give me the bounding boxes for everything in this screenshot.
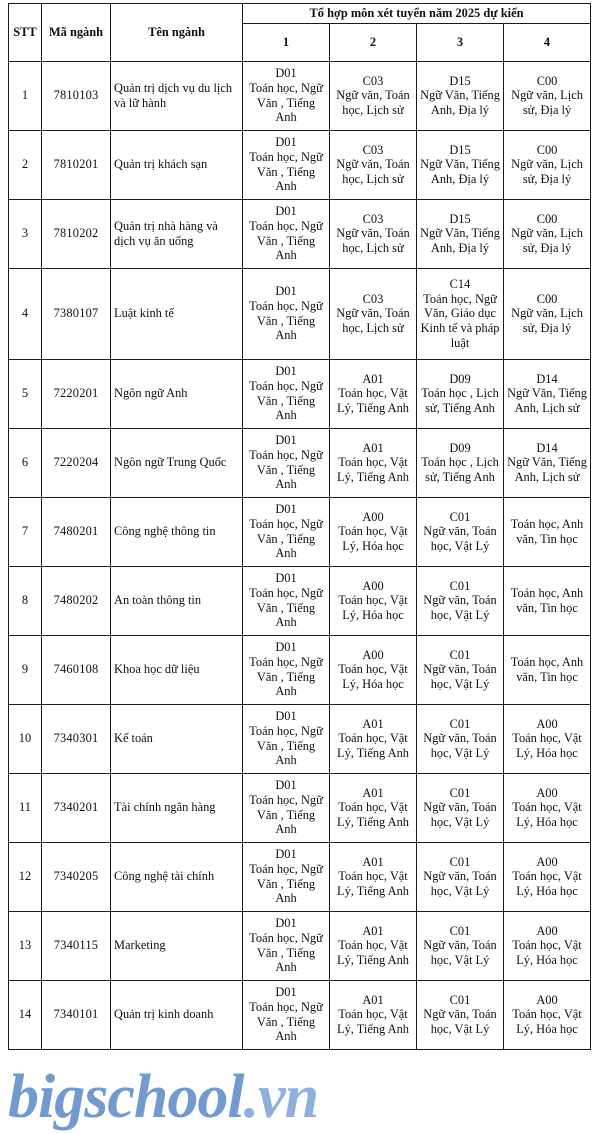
- combination-subjects: Ngữ văn, Toán học, Vật Lý: [423, 938, 497, 967]
- combination-subjects: Toán học, Ngữ Văn , Tiếng Anh: [249, 219, 323, 263]
- cell-combination-3: [417, 773, 504, 842]
- cell-major-code: 7340101: [42, 980, 111, 1049]
- combination-subjects: Ngữ văn, Lịch sử, Địa lý: [511, 306, 583, 335]
- combination-subjects: Toán học, Ngữ Văn , Tiếng Anh: [249, 655, 323, 699]
- cell-major-name: Khoa học dữ liệu: [111, 635, 243, 704]
- header-row-primary: [9, 4, 591, 24]
- combination-subjects: Ngữ Văn, Tiếng Anh, Lịch sử: [507, 455, 587, 484]
- combination-code: D01: [275, 847, 297, 862]
- cell-combination-3: [417, 428, 504, 497]
- cell-combination-3: [417, 359, 504, 428]
- column-header-combo-3: 3: [417, 23, 504, 61]
- cell-combination-3: [417, 842, 504, 911]
- combination-code: D01: [275, 778, 297, 793]
- cell-combination-4: [504, 199, 591, 268]
- admissions-table: [8, 3, 591, 1050]
- combination-subjects: Toán học, Ngữ Văn , Tiếng Anh: [249, 150, 323, 194]
- cell-combination-1: [243, 199, 330, 268]
- cell-combination-3: [417, 130, 504, 199]
- combination-code: C01: [449, 647, 471, 662]
- combination-code: D01: [275, 66, 297, 81]
- combination-code: C01: [449, 854, 471, 869]
- cell-stt: 1: [9, 61, 42, 130]
- column-header-stt: STT: [9, 4, 42, 62]
- combination-subjects: Toán học, Vật Lý, Hóa học: [512, 1007, 582, 1036]
- table-row: [9, 566, 591, 635]
- combination-subjects: Toán học, Vật Lý, Hóa học: [512, 938, 582, 967]
- combination-code: D09: [449, 371, 471, 386]
- combination-subjects: Toán học, Ngữ Văn , Tiếng Anh: [249, 299, 323, 343]
- combination-code: D01: [275, 204, 297, 219]
- combination-code: A01: [362, 992, 384, 1007]
- combination-code: D01: [275, 433, 297, 448]
- cell-combination-1: [243, 268, 330, 359]
- combination-subjects: Toán học, Vật Lý, Hóa học: [512, 731, 582, 760]
- combination-subjects: Toán học, Vật Lý, Hóa học: [338, 662, 408, 691]
- combination-code: D01: [275, 985, 297, 1000]
- combination-code: D01: [275, 135, 297, 150]
- cell-stt: 5: [9, 359, 42, 428]
- table-row: [9, 130, 591, 199]
- cell-stt: 6: [9, 428, 42, 497]
- cell-combination-3: [417, 61, 504, 130]
- combination-subjects: Toán học, Vật Lý, Tiếng Anh: [337, 800, 409, 829]
- combination-code: C01: [449, 509, 471, 524]
- cell-combination-1: [243, 428, 330, 497]
- cell-combination-4: [504, 130, 591, 199]
- column-header-subject-combinations: Tổ hợp môn xét tuyển năm 2025 dự kiến: [243, 4, 591, 24]
- cell-combination-1: [243, 911, 330, 980]
- cell-combination-2: [330, 497, 417, 566]
- combination-subjects: Ngữ Văn, Tiếng Anh, Địa lý: [420, 88, 500, 117]
- cell-combination-4: [504, 842, 591, 911]
- combination-code: C03: [362, 291, 384, 306]
- combination-code: C01: [449, 578, 471, 593]
- combination-code: A00: [536, 716, 558, 731]
- cell-stt: 7: [9, 497, 42, 566]
- combination-subjects: Toán học, Anh văn, Tin học: [510, 655, 584, 684]
- combination-code: A00: [536, 854, 558, 869]
- cell-stt: 12: [9, 842, 42, 911]
- cell-major-name: Quản trị kinh doanh: [111, 980, 243, 1049]
- combination-code: D14: [536, 440, 558, 455]
- cell-major-code: 7220201: [42, 359, 111, 428]
- table-row: [9, 773, 591, 842]
- cell-stt: 3: [9, 199, 42, 268]
- cell-stt: 10: [9, 704, 42, 773]
- cell-major-code: 7340201: [42, 773, 111, 842]
- cell-major-code: 7340301: [42, 704, 111, 773]
- combination-code: C01: [449, 785, 471, 800]
- cell-combination-2: [330, 704, 417, 773]
- combination-code: D15: [449, 73, 471, 88]
- cell-combination-2: [330, 268, 417, 359]
- combination-code: C00: [536, 211, 558, 226]
- combination-code: D01: [275, 364, 297, 379]
- combination-subjects: Toán học, Ngữ Văn , Tiếng Anh: [249, 586, 323, 630]
- combination-code: C01: [449, 923, 471, 938]
- cell-major-code: 7810103: [42, 61, 111, 130]
- cell-major-code: 7380107: [42, 268, 111, 359]
- combination-subjects: Toán học, Vật Lý, Hóa học: [338, 593, 408, 622]
- cell-major-code: 7810202: [42, 199, 111, 268]
- cell-combination-2: [330, 199, 417, 268]
- cell-combination-2: [330, 359, 417, 428]
- combination-subjects: Ngữ văn, Toán học, Vật Lý: [423, 800, 497, 829]
- cell-major-name: Công nghệ thông tin: [111, 497, 243, 566]
- table-row: [9, 497, 591, 566]
- cell-major-code: 7480202: [42, 566, 111, 635]
- column-header-combo-2: 2: [330, 23, 417, 61]
- combination-subjects: Toán học, Ngữ Văn , Tiếng Anh: [249, 448, 323, 492]
- cell-combination-4: [504, 566, 591, 635]
- combination-code: A00: [362, 578, 384, 593]
- combination-code: A00: [362, 509, 384, 524]
- table-row: [9, 635, 591, 704]
- combination-code: A01: [362, 785, 384, 800]
- cell-major-code: 7220204: [42, 428, 111, 497]
- table-row: [9, 911, 591, 980]
- watermark-tld-text: .vn: [243, 1063, 319, 1131]
- column-header-combo-1: 1: [243, 23, 330, 61]
- cell-major-name: Marketing: [111, 911, 243, 980]
- combination-code: C03: [362, 73, 384, 88]
- table-row: [9, 268, 591, 359]
- cell-major-name: An toàn thông tin: [111, 566, 243, 635]
- combination-code: A00: [536, 923, 558, 938]
- combination-subjects: Toán học, Vật Lý, Hóa học: [338, 524, 408, 553]
- combination-code: D01: [275, 284, 297, 299]
- cell-combination-2: [330, 566, 417, 635]
- column-header-combo-4: 4: [504, 23, 591, 61]
- cell-stt: 11: [9, 773, 42, 842]
- combination-subjects: Toán học, Ngữ Văn , Tiếng Anh: [249, 379, 323, 423]
- cell-major-name: Quản trị nhà hàng và dịch vụ ăn uống: [111, 199, 243, 268]
- cell-combination-4: [504, 704, 591, 773]
- combination-subjects: Toán học, Vật Lý, Hóa học: [512, 869, 582, 898]
- cell-combination-1: [243, 497, 330, 566]
- cell-combination-3: [417, 704, 504, 773]
- cell-major-name: Luật kinh tế: [111, 268, 243, 359]
- cell-combination-4: [504, 911, 591, 980]
- cell-combination-2: [330, 842, 417, 911]
- combination-code: A00: [536, 992, 558, 1007]
- cell-combination-4: [504, 268, 591, 359]
- combination-code: C01: [449, 716, 471, 731]
- combination-subjects: Ngữ Văn, Tiếng Anh, Địa lý: [420, 226, 500, 255]
- table-row: [9, 428, 591, 497]
- cell-major-code: 7460108: [42, 635, 111, 704]
- combination-subjects: Ngữ văn, Lịch sử, Địa lý: [511, 226, 583, 255]
- combination-code: C00: [536, 142, 558, 157]
- cell-combination-1: [243, 842, 330, 911]
- combination-subjects: Toán học, Ngữ Văn , Tiếng Anh: [249, 724, 323, 768]
- combination-subjects: Toán học, Vật Lý, Hóa học: [512, 800, 582, 829]
- cell-major-name: Quản trị dịch vụ du lịch và lữ hành: [111, 61, 243, 130]
- table-row: [9, 980, 591, 1049]
- combination-code: A00: [536, 785, 558, 800]
- cell-combination-4: [504, 497, 591, 566]
- combination-subjects: Toán học, Ngữ Văn , Tiếng Anh: [249, 81, 323, 125]
- table-row: [9, 61, 591, 130]
- watermark-main-text: bigschool: [8, 1063, 244, 1131]
- cell-major-code: 7810201: [42, 130, 111, 199]
- cell-combination-3: [417, 268, 504, 359]
- table-body: [9, 61, 591, 1049]
- combination-code: C00: [536, 291, 558, 306]
- cell-combination-1: [243, 704, 330, 773]
- combination-subjects: Ngữ văn, Lịch sử, Địa lý: [511, 88, 583, 117]
- cell-combination-3: [417, 199, 504, 268]
- column-header-major-code: Mã ngành: [42, 4, 111, 62]
- combination-subjects: Toán học, Vật Lý, Tiếng Anh: [337, 869, 409, 898]
- cell-combination-2: [330, 635, 417, 704]
- combination-subjects: Toán học, Ngữ Văn , Tiếng Anh: [249, 1000, 323, 1044]
- combination-subjects: Toán học, Ngữ Văn , Tiếng Anh: [249, 793, 323, 837]
- combination-subjects: Ngữ Văn, Tiếng Anh, Lịch sử: [507, 386, 587, 415]
- combination-code: A00: [362, 647, 384, 662]
- cell-combination-1: [243, 635, 330, 704]
- combination-subjects: Toán học, Vật Lý, Tiếng Anh: [337, 938, 409, 967]
- combination-subjects: Ngữ văn, Toán học, Lịch sử: [336, 306, 410, 335]
- cell-major-code: 7480201: [42, 497, 111, 566]
- cell-stt: 13: [9, 911, 42, 980]
- combination-code: C00: [536, 73, 558, 88]
- column-header-major-name: Tên ngành: [111, 4, 243, 62]
- combination-code: C14: [449, 277, 471, 292]
- combination-code: D15: [449, 211, 471, 226]
- combination-code: D01: [275, 640, 297, 655]
- cell-major-name: Tài chính ngân hàng: [111, 773, 243, 842]
- cell-combination-1: [243, 359, 330, 428]
- cell-combination-1: [243, 773, 330, 842]
- combination-subjects: Toán học, Vật Lý, Tiếng Anh: [337, 1007, 409, 1036]
- combination-code: A01: [362, 371, 384, 386]
- cell-combination-1: [243, 130, 330, 199]
- combination-code: C01: [449, 992, 471, 1007]
- combination-code: D01: [275, 571, 297, 586]
- cell-combination-4: [504, 980, 591, 1049]
- combination-code: D01: [275, 709, 297, 724]
- combination-code: C03: [362, 211, 384, 226]
- cell-major-name: Ngôn ngữ Anh: [111, 359, 243, 428]
- combination-code: C03: [362, 142, 384, 157]
- table-header: [9, 4, 591, 62]
- combination-code: D15: [449, 142, 471, 157]
- combination-subjects: Toán học , Lịch sử, Tiếng Anh: [421, 455, 499, 484]
- table-row: [9, 704, 591, 773]
- combination-subjects: Toán học, Vật Lý, Tiếng Anh: [337, 386, 409, 415]
- combination-subjects: Ngữ văn, Toán học, Vật Lý: [423, 731, 497, 760]
- cell-stt: 4: [9, 268, 42, 359]
- combination-code: D14: [536, 371, 558, 386]
- table-row: [9, 199, 591, 268]
- cell-combination-3: [417, 497, 504, 566]
- cell-combination-1: [243, 566, 330, 635]
- combination-subjects: Toán học, Ngữ Văn , Tiếng Anh: [249, 931, 323, 975]
- table-row: [9, 359, 591, 428]
- cell-combination-2: [330, 773, 417, 842]
- cell-major-name: Quản trị khách sạn: [111, 130, 243, 199]
- cell-combination-4: [504, 61, 591, 130]
- combination-subjects: Ngữ văn, Lịch sử, Địa lý: [511, 157, 583, 186]
- cell-combination-3: [417, 980, 504, 1049]
- combination-subjects: Ngữ văn, Toán học, Vật Lý: [423, 1007, 497, 1036]
- cell-stt: 9: [9, 635, 42, 704]
- combination-subjects: Toán học, Ngữ Văn , Tiếng Anh: [249, 517, 323, 561]
- cell-combination-3: [417, 911, 504, 980]
- cell-combination-3: [417, 566, 504, 635]
- cell-combination-2: [330, 911, 417, 980]
- combination-subjects: Ngữ văn, Toán học, Vật Lý: [423, 524, 497, 553]
- combination-code: A01: [362, 440, 384, 455]
- combination-subjects: Toán học, Ngữ Văn, Giáo dục Kinh tế và pháp luật: [420, 291, 500, 350]
- combination-subjects: Toán học, Ngữ Văn , Tiếng Anh: [249, 862, 323, 906]
- combination-subjects: Ngữ văn, Toán học, Lịch sử: [336, 226, 410, 255]
- cell-stt: 8: [9, 566, 42, 635]
- cell-combination-4: [504, 773, 591, 842]
- combination-subjects: Toán học, Anh văn, Tin học: [510, 586, 584, 615]
- combination-code: D01: [275, 502, 297, 517]
- cell-combination-1: [243, 61, 330, 130]
- combination-code: D09: [449, 440, 471, 455]
- cell-major-name: Kế toán: [111, 704, 243, 773]
- cell-combination-4: [504, 428, 591, 497]
- combination-subjects: Ngữ văn, Toán học, Vật Lý: [423, 662, 497, 691]
- watermark: [8, 1063, 568, 1131]
- cell-combination-4: [504, 635, 591, 704]
- cell-combination-2: [330, 130, 417, 199]
- cell-major-code: 7340115: [42, 911, 111, 980]
- cell-stt: 2: [9, 130, 42, 199]
- combination-subjects: Toán học, Anh văn, Tin học: [510, 517, 584, 546]
- combination-subjects: Ngữ văn, Toán học, Lịch sử: [336, 88, 410, 117]
- combination-code: A01: [362, 923, 384, 938]
- cell-major-name: Công nghệ tài chính: [111, 842, 243, 911]
- combination-subjects: Ngữ văn, Toán học, Lịch sử: [336, 157, 410, 186]
- cell-combination-2: [330, 428, 417, 497]
- cell-major-name: Ngôn ngữ Trung Quốc: [111, 428, 243, 497]
- combination-subjects: Ngữ văn, Toán học, Vật Lý: [423, 869, 497, 898]
- cell-combination-1: [243, 980, 330, 1049]
- cell-combination-3: [417, 635, 504, 704]
- cell-major-code: 7340205: [42, 842, 111, 911]
- combination-code: A01: [362, 716, 384, 731]
- table-row: [9, 842, 591, 911]
- combination-subjects: Toán học , Lịch sử, Tiếng Anh: [421, 386, 499, 415]
- combination-code: D01: [275, 916, 297, 931]
- combination-subjects: Ngữ Văn, Tiếng Anh, Địa lý: [420, 157, 500, 186]
- cell-combination-4: [504, 359, 591, 428]
- combination-subjects: Toán học, Vật Lý, Tiếng Anh: [337, 455, 409, 484]
- cell-combination-2: [330, 61, 417, 130]
- combination-subjects: Toán học, Vật Lý, Tiếng Anh: [337, 731, 409, 760]
- combination-subjects: Ngữ văn, Toán học, Vật Lý: [423, 593, 497, 622]
- combination-code: A01: [362, 854, 384, 869]
- cell-combination-2: [330, 980, 417, 1049]
- cell-stt: 14: [9, 980, 42, 1049]
